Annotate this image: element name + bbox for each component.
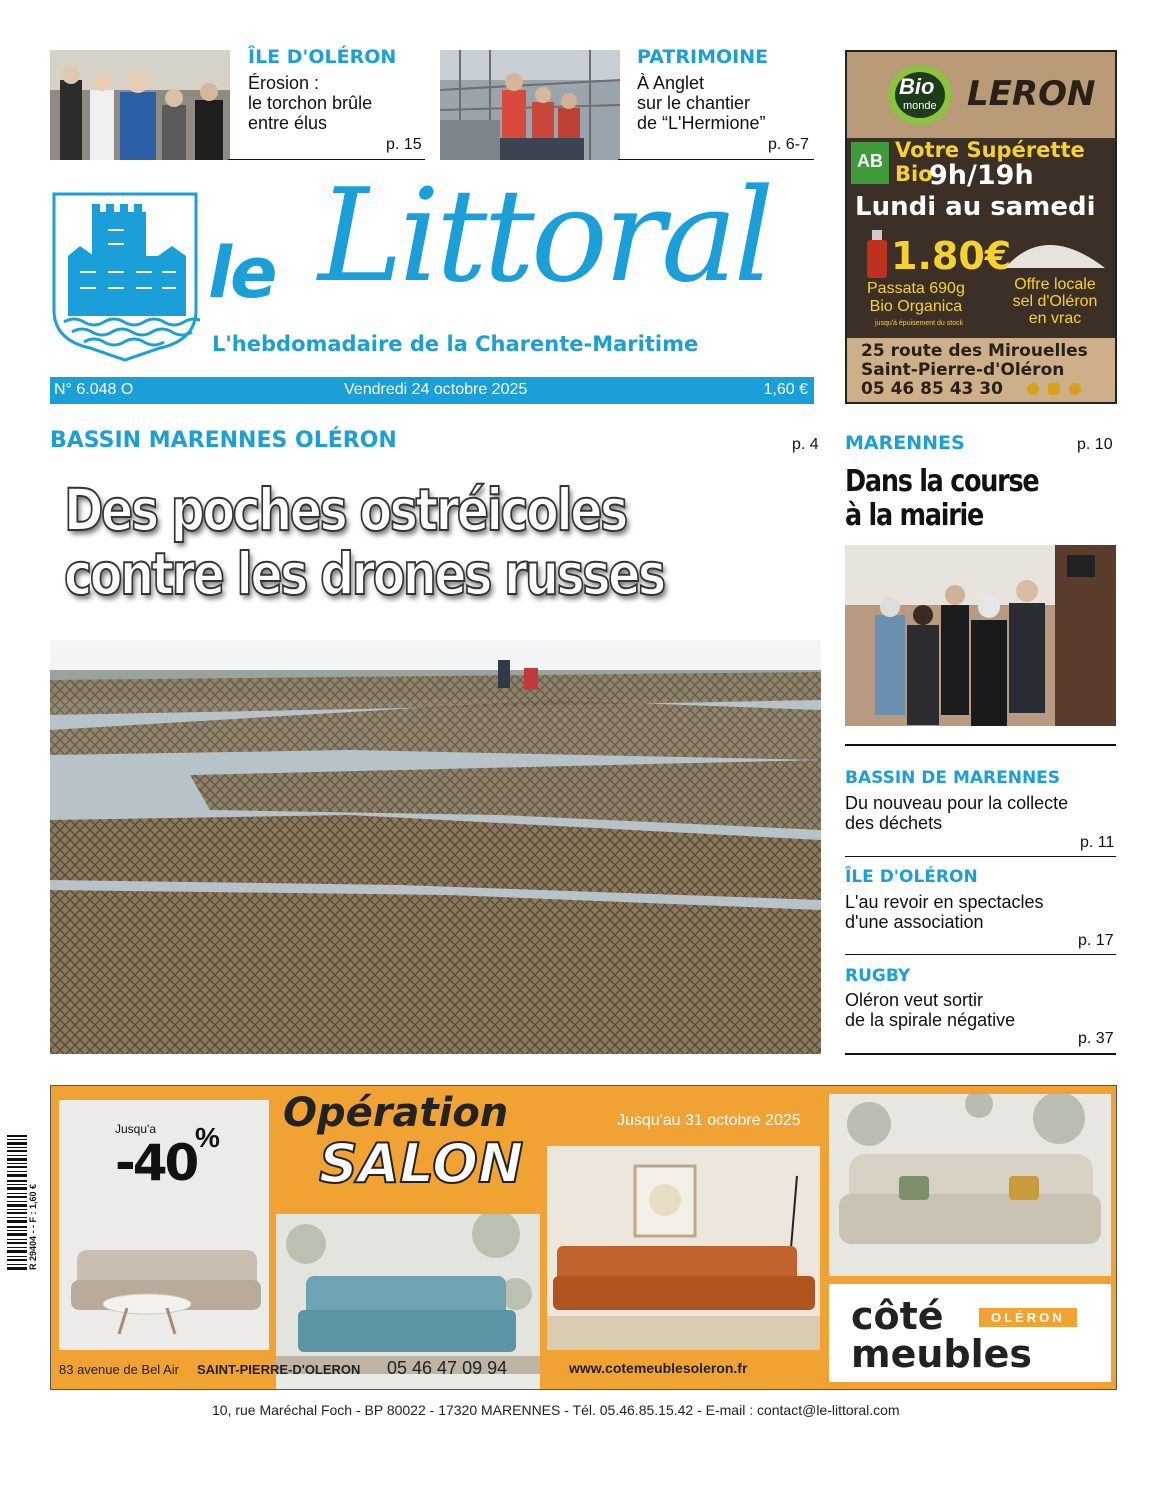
brief-1-title[interactable] xyxy=(845,793,1068,833)
brief-3-rule xyxy=(845,1053,1116,1055)
teaser-2-kicker[interactable]: PATRIMOINE xyxy=(637,46,769,68)
main-headline[interactable] xyxy=(64,478,802,606)
ab-label: AB xyxy=(857,151,883,171)
brief-1-page: p. 11 xyxy=(1080,834,1115,851)
main-kicker[interactable]: BASSIN MARENNES OLÉRON xyxy=(50,428,397,453)
side-lead-kicker[interactable]: MARENNES xyxy=(845,432,965,454)
salon-website[interactable]: www.cotemeublesoleron.fr xyxy=(569,1360,748,1376)
ab-badge xyxy=(851,142,889,184)
brand-prefix: le xyxy=(208,232,276,314)
teaser-1-page: p. 15 xyxy=(386,136,422,153)
brief-3-page: p. 37 xyxy=(1078,1030,1114,1047)
teaser-2-line: de “L'Hermione” xyxy=(637,113,766,133)
bio-ad-address-area xyxy=(847,338,1115,404)
bio-ad-product-line: Bio Organica xyxy=(869,298,963,315)
bio-ad-phone: 05 46 85 43 30 xyxy=(861,379,1003,399)
bio-ad-phone-row xyxy=(861,380,1115,399)
main-headline-line: Des poches ostréicoles xyxy=(64,476,626,544)
salon-until: Jusqu'au 31 octobre 2025 xyxy=(617,1112,801,1129)
bio-ad-hours: 9h/19h xyxy=(929,160,1034,191)
salon-title-2: SALON xyxy=(319,1132,524,1195)
bio-ad-product xyxy=(867,280,965,316)
barcode-text: R 29404 - - F : 1,60 € xyxy=(28,1183,38,1270)
passata-bottle-icon xyxy=(863,230,891,278)
teaser-photo-erosion xyxy=(50,50,230,160)
side-lead-page: p. 10 xyxy=(1077,436,1113,453)
teaser-photo-hermione xyxy=(440,50,620,160)
brief-1-rule xyxy=(845,856,1116,857)
brief-2-title[interactable] xyxy=(845,892,1044,932)
brief-2-line: L'au revoir en spectacles xyxy=(845,892,1044,912)
salon-title-1: Opération xyxy=(283,1090,509,1136)
bio-ad-offer-line: sel d'Oléron xyxy=(1012,293,1098,310)
teaser-1-line: entre élus xyxy=(248,113,328,133)
web-icon[interactable] xyxy=(1069,383,1081,395)
bio-ad-offer-line: Offre locale xyxy=(1014,276,1096,293)
bio-logo-oleron: LERON xyxy=(967,74,1096,114)
bio-logo-monde: monde xyxy=(903,100,937,112)
masthead-tagline: L'hebdomadaire de la Charente-Maritime xyxy=(212,332,699,356)
brief-2-kicker[interactable]: ÎLE D'OLÉRON xyxy=(845,867,978,887)
side-lead-line: Dans la course xyxy=(845,464,1039,499)
salon-ad-discount-panel xyxy=(59,1100,269,1350)
brief-2-rule xyxy=(845,954,1116,955)
footer-contact: 10, rue Maréchal Foch - BP 80022 - 17320 MARENNES - Tél. 05.46.85.15.42 - E-mail : contact@le-littoral.com xyxy=(212,1402,900,1418)
teaser-1-rule xyxy=(228,159,425,160)
side-lead-line: à la mairie xyxy=(845,498,984,533)
bio-monde-ad[interactable] xyxy=(845,50,1117,404)
bio-ad-price: 1.80€ xyxy=(891,234,1012,278)
brand-meubles: meubles xyxy=(851,1332,1033,1376)
brand-name: Littoral xyxy=(318,162,771,311)
issue-bar xyxy=(50,377,814,404)
brief-2-page: p. 17 xyxy=(1078,932,1114,949)
main-headline-line: contre les drones russes xyxy=(64,540,664,608)
teaser-1-kicker[interactable]: ÎLE D'OLÉRON xyxy=(248,46,397,68)
side-divider xyxy=(845,744,1116,746)
main-photo-oyster-beds xyxy=(50,640,821,1054)
bio-logo-bio: Bio xyxy=(899,74,935,99)
bio-ad-product-line: Passata 690g xyxy=(867,280,965,297)
discount-value: -40 xyxy=(115,1134,197,1192)
brief-3-kicker[interactable]: RUGBY xyxy=(845,966,911,986)
brief-2-line: d'une association xyxy=(845,912,984,932)
facebook-icon[interactable] xyxy=(1027,383,1039,395)
side-lead-headline[interactable] xyxy=(845,465,1038,533)
teaser-2-line: À Anglet xyxy=(637,73,705,93)
salon-brand-panel xyxy=(829,1284,1111,1382)
brief-1-line: des déchets xyxy=(845,813,943,833)
teaser-2-title[interactable] xyxy=(637,73,766,133)
issue-price: 1,60 € xyxy=(763,381,808,398)
teaser-2-line: sur le chantier xyxy=(637,93,751,113)
bio-ad-address-line: Saint-Pierre-d'Oléron xyxy=(861,360,1065,380)
teaser-2-page: p. 6-7 xyxy=(768,136,809,153)
bio-ad-line1: Votre Supérette Bio xyxy=(895,138,1085,186)
instagram-icon[interactable] xyxy=(1048,383,1060,395)
issue-number: N° 6.048 O xyxy=(54,381,134,398)
salon-photo-orange-sofa xyxy=(547,1146,820,1350)
discount-percent: % xyxy=(195,1122,220,1153)
masthead-logo-emblem xyxy=(50,190,200,362)
brief-1-kicker[interactable]: BASSIN DE MARENNES xyxy=(845,768,1061,788)
salon-address: 83 avenue de Bel Air xyxy=(59,1362,179,1377)
teaser-2-rule xyxy=(618,159,814,160)
brand-cote: côté xyxy=(851,1294,944,1338)
salon-ad[interactable] xyxy=(50,1085,1117,1390)
bio-ad-offer-line: en vrac xyxy=(1028,310,1082,327)
teaser-1-line: le torchon brûle xyxy=(248,93,373,113)
barcode xyxy=(6,1135,42,1270)
bio-ad-stock-note: jusqu'à épuisement du stock xyxy=(875,320,964,327)
issue-date: Vendredi 24 octobre 2025 xyxy=(344,381,528,398)
discount-upto: Jusqu'a xyxy=(115,1122,156,1136)
teaser-1-title[interactable] xyxy=(248,73,372,133)
brief-3-line: Oléron veut sortir xyxy=(845,990,984,1010)
side-lead-photo xyxy=(845,545,1116,726)
salon-photo-white-sofa xyxy=(829,1094,1111,1276)
bio-ad-days: Lundi au samedi xyxy=(855,192,1096,222)
bio-ad-logo-area xyxy=(847,52,1115,138)
bio-ad-offer xyxy=(1003,276,1107,327)
brief-1-line: Du nouveau pour la collecte xyxy=(845,793,1069,813)
salt-pile-icon xyxy=(1005,228,1105,268)
brand-oleron-tag: OLÉRON xyxy=(979,1308,1077,1327)
brief-3-title[interactable] xyxy=(845,990,1015,1030)
bio-ad-address-line: 25 route des Mirouelles xyxy=(861,341,1088,361)
teaser-1-line: Érosion : xyxy=(248,73,320,93)
bio-ad-body xyxy=(847,138,1115,404)
grey-sofa-illustration xyxy=(67,1230,263,1340)
salon-phone: 05 46 47 09 94 xyxy=(387,1358,508,1378)
brief-3-line: de la spirale négative xyxy=(845,1010,1016,1030)
main-page: p. 4 xyxy=(792,436,819,453)
salon-city: SAINT-PIERRE-D'OLERON xyxy=(197,1362,361,1377)
